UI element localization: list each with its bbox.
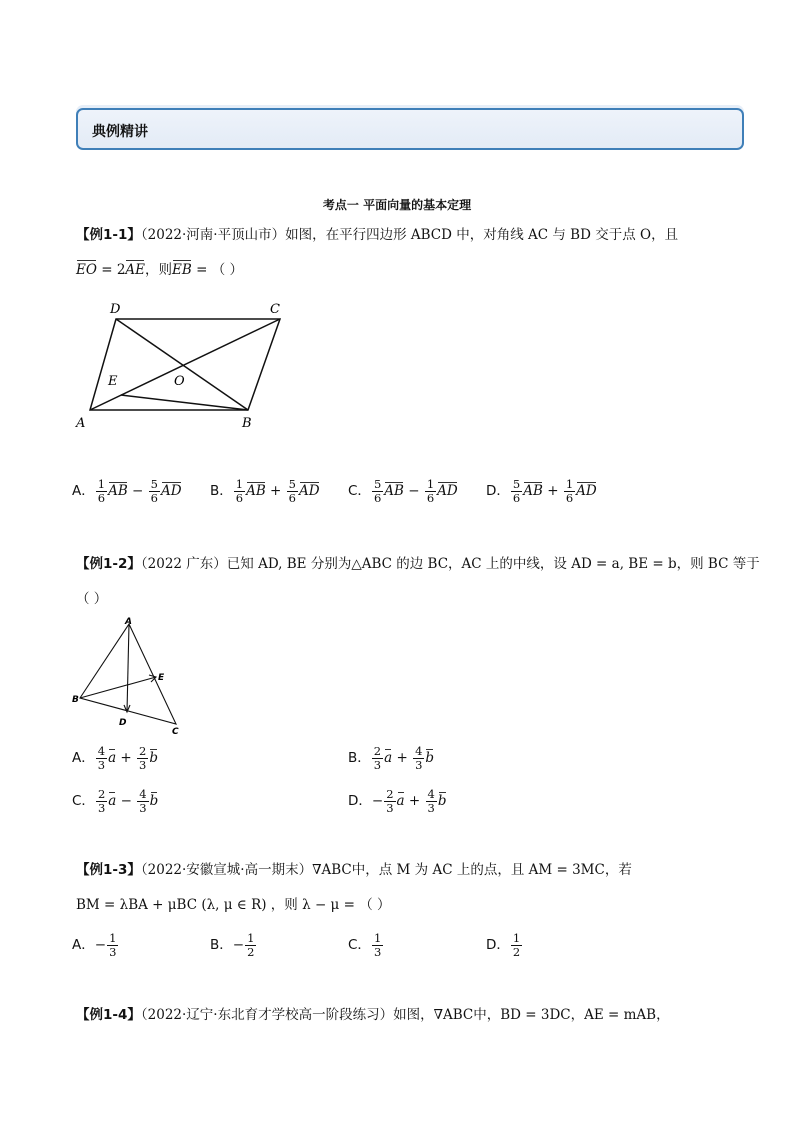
q1-line2	[76, 261, 243, 279]
label-e: E	[158, 673, 165, 683]
sign: −	[371, 793, 384, 809]
q3-option-d-label: D．	[486, 937, 510, 953]
frac	[372, 745, 383, 772]
vec: AB	[108, 483, 128, 499]
num: 5	[150, 477, 158, 491]
frac	[372, 932, 383, 959]
den: 3	[97, 801, 106, 815]
q1-then: ，则	[145, 262, 173, 278]
frac	[287, 478, 298, 505]
den: 3	[97, 758, 106, 772]
q1-vec-eb: EB	[172, 262, 192, 278]
q2-stem: （2022 广东）已知 AD, BE 分别为△ABC 的边 BC，AC 上的中线，设 AD = a, BE = b，则 BC 等于	[140, 556, 760, 572]
q2-option-c[interactable]	[72, 788, 158, 815]
den: 6	[426, 491, 435, 505]
den: 3	[139, 758, 147, 772]
label-a: A	[125, 617, 132, 627]
q1-option-b-label: B．	[210, 483, 233, 499]
frac	[245, 932, 256, 959]
q1-option-a[interactable]	[72, 478, 182, 505]
q2-option-d-label: D．	[348, 793, 372, 809]
den: 6	[235, 491, 244, 505]
num: 2	[373, 744, 382, 758]
num: 1	[247, 931, 255, 945]
label-d: D	[110, 302, 121, 317]
frac	[511, 932, 522, 959]
vec: b	[437, 793, 447, 809]
den: 2	[247, 945, 255, 959]
op: +	[265, 483, 286, 499]
q1-option-d[interactable]	[486, 478, 597, 505]
den: 6	[288, 491, 296, 505]
num: 4	[427, 787, 435, 801]
frac	[426, 788, 437, 815]
median-ad	[127, 624, 129, 712]
num: 4	[97, 744, 106, 758]
frac	[234, 478, 245, 505]
vec: b	[149, 750, 159, 766]
frac	[96, 478, 107, 505]
op: +	[392, 750, 413, 766]
den: 6	[512, 491, 521, 505]
frac	[96, 745, 107, 772]
den: 6	[565, 491, 574, 505]
q1-option-c[interactable]	[348, 478, 458, 505]
vec: AD	[160, 483, 182, 499]
q1-eq: = 2	[96, 262, 126, 278]
q3-line1	[76, 861, 632, 879]
vec: b	[425, 750, 435, 766]
num: 5	[288, 477, 296, 491]
q1-option-a-label: A．	[72, 483, 95, 499]
q2-line1	[76, 555, 760, 573]
num: 1	[512, 931, 521, 945]
frac	[96, 788, 107, 815]
q1-line1	[76, 226, 678, 244]
q2-option-b-label: B．	[348, 750, 371, 766]
frac	[149, 478, 160, 505]
q1-tag: 【例1-1】	[76, 227, 141, 243]
vec: a	[384, 750, 393, 766]
num: 2	[139, 744, 147, 758]
label-c: C	[270, 302, 280, 317]
label-b: B	[242, 416, 252, 431]
q3-option-b-label: B．	[210, 937, 233, 953]
num: 2	[97, 787, 106, 801]
q3-option-c[interactable]	[348, 932, 384, 959]
frac	[384, 788, 395, 815]
vec: AD	[576, 483, 597, 499]
q2-option-c-label: C．	[72, 793, 95, 809]
op: +	[116, 750, 137, 766]
frac	[564, 478, 575, 505]
vec: AB	[523, 483, 543, 499]
op: −	[403, 483, 424, 499]
vec: b	[149, 793, 159, 809]
q2-triangle-figure	[66, 612, 196, 740]
frac	[413, 745, 424, 772]
q3-option-b[interactable]	[210, 932, 257, 959]
label-b: B	[72, 695, 79, 705]
q4-tag: 【例1-4】	[76, 1007, 141, 1023]
section-banner	[76, 108, 744, 150]
den: 3	[386, 801, 394, 815]
den: 6	[150, 491, 158, 505]
q1-option-b[interactable]	[210, 478, 320, 505]
num: 2	[386, 787, 394, 801]
q2-tag: 【例1-2】	[76, 556, 141, 572]
num: 1	[97, 477, 106, 491]
op: +	[404, 793, 425, 809]
frac	[107, 932, 118, 959]
q3-option-a-label: A．	[72, 937, 95, 953]
frac	[372, 478, 383, 505]
q1-vec-eo: EO	[76, 262, 97, 278]
banner-title: 典例精讲	[92, 124, 148, 140]
vec: a	[108, 750, 117, 766]
num: 1	[426, 477, 435, 491]
den: 3	[139, 801, 147, 815]
den: 6	[373, 491, 382, 505]
den: 3	[373, 758, 382, 772]
label-a: A	[76, 416, 86, 431]
label-c: C	[172, 727, 179, 737]
diagonal-ac	[90, 319, 280, 410]
frac	[511, 478, 522, 505]
q2-blank: （ ）	[76, 591, 108, 607]
num: 4	[415, 744, 423, 758]
vec: AD	[299, 483, 320, 499]
q3-line2: BM = λBA + μBC (λ, μ ∈ R) ，则 λ − μ = （ ）	[76, 897, 391, 913]
num: 1	[565, 477, 574, 491]
q2-option-a-label: A．	[72, 750, 95, 766]
op: −	[116, 793, 137, 809]
q2-option-d[interactable]	[348, 788, 447, 815]
vec: AB	[384, 483, 404, 499]
sign: −	[232, 937, 245, 953]
den: 3	[427, 801, 435, 815]
frac	[137, 788, 148, 815]
num: 1	[373, 931, 382, 945]
q1-option-c-label: C．	[348, 483, 371, 499]
op: −	[127, 483, 148, 499]
section-title: 考点一 平面向量的基本定理	[322, 198, 472, 212]
q1-option-d-label: D．	[486, 483, 510, 499]
vec: a	[108, 793, 117, 809]
frac	[137, 745, 148, 772]
q1-stem: （2022·河南·平顶山市）如图，在平行四边形 ABCD 中，对角线 AC 与 BD 交于点 O，且	[140, 227, 679, 243]
den: 3	[415, 758, 423, 772]
frac	[425, 478, 436, 505]
q3-option-d[interactable]	[486, 932, 523, 959]
op: +	[542, 483, 563, 499]
q3-stem: （2022·安徽宣城·高一期末）∇ABC中，点 M 为 AC 上的点，且 AM = 3MC，若	[140, 862, 632, 878]
q2-option-a[interactable]	[72, 745, 158, 772]
q3-option-a[interactable]	[72, 932, 119, 959]
q4-line1	[76, 1006, 670, 1024]
vec: a	[396, 793, 405, 809]
q1-blank: = （ ）	[191, 262, 243, 278]
num: 5	[373, 477, 382, 491]
den: 6	[97, 491, 106, 505]
q1-parallelogram-figure	[70, 295, 300, 435]
q3-tag: 【例1-3】	[76, 862, 141, 878]
label-e: E	[108, 374, 118, 389]
q3-option-c-label: C．	[348, 937, 371, 953]
q2-option-b[interactable]	[348, 745, 434, 772]
num: 4	[139, 787, 147, 801]
num: 1	[109, 931, 117, 945]
sign: −	[94, 937, 107, 953]
den: 3	[109, 945, 117, 959]
q4-stem: （2022·辽宁·东北育才学校高一阶段练习）如图，∇ABC中，BD = 3DC，AE = mAB，	[140, 1007, 670, 1023]
num: 1	[235, 477, 244, 491]
q1-vec-ae: AE	[125, 262, 146, 278]
den: 3	[373, 945, 382, 959]
vec: AD	[437, 483, 458, 499]
num: 5	[512, 477, 521, 491]
vec: AB	[246, 483, 266, 499]
label-d: D	[119, 718, 127, 728]
label-o: O	[174, 374, 185, 389]
den: 2	[512, 945, 521, 959]
